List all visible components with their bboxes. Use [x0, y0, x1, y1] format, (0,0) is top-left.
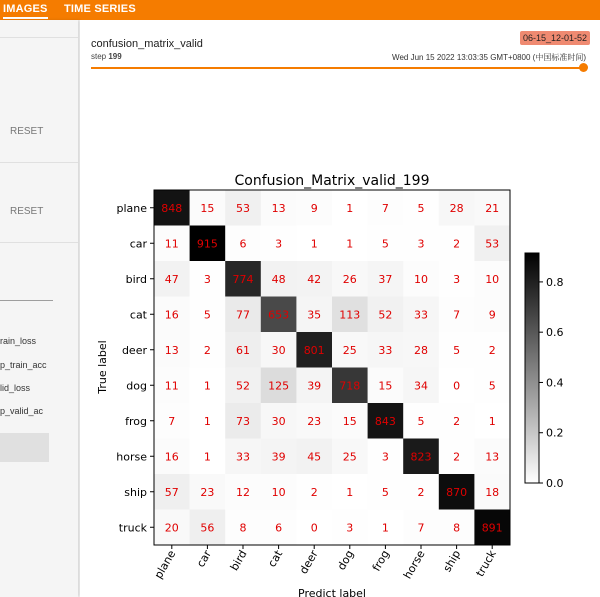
cell-value-label: 10 [271, 485, 286, 499]
cell-value-label: 28 [414, 343, 428, 357]
cell-value-label: 30 [271, 343, 286, 357]
cell-value-label: 5 [488, 379, 496, 393]
x-tick-label: car [194, 548, 214, 570]
cell-value-label: 13 [271, 201, 286, 215]
cell-value-label: 25 [342, 450, 357, 464]
cell-value-label: 7 [381, 201, 389, 215]
x-tick-label: ship [440, 548, 464, 575]
cell-value-label: 823 [410, 450, 432, 464]
cell-value-label: 2 [453, 450, 461, 464]
colorbar-tick-label: 0.4 [546, 376, 564, 390]
chart-title: Confusion_Matrix_valid_199 [234, 173, 430, 189]
cell-value-label: 1 [203, 450, 211, 464]
x-tick-label: frog [369, 548, 392, 574]
cell-value-label: 2 [488, 343, 496, 357]
card-title: confusion_matrix_valid [91, 38, 203, 50]
cell-value-label: 891 [481, 521, 503, 535]
cell-value-label: 33 [378, 343, 393, 357]
tab-images[interactable]: IMAGES [3, 3, 48, 19]
cell-value-label: 25 [342, 343, 357, 357]
cell-value-label: 57 [164, 485, 179, 499]
y-tick-label: ship [124, 485, 147, 499]
cell-value-label: 5 [381, 237, 389, 251]
cell-value-label: 73 [236, 414, 250, 428]
cell-value-label: 1 [488, 414, 496, 428]
y-tick-label: cat [129, 308, 147, 322]
cell-value-label: 0 [310, 521, 318, 535]
x-tick-label: truck [473, 548, 499, 579]
cell-value-label: 7 [168, 414, 176, 428]
cell-value-label: 1 [346, 201, 354, 215]
cell-value-label: 39 [271, 450, 286, 464]
cell-value-label: 125 [268, 379, 290, 393]
colorbar-tick-label: 0.2 [546, 426, 564, 440]
cell-value-label: 8 [239, 521, 247, 535]
cell-value-label: 1 [381, 521, 389, 535]
cell-value-label: 35 [307, 308, 322, 322]
cell-value-label: 11 [164, 237, 179, 251]
timestamp: Wed Jun 15 2022 13:03:35 GMT+0800 (中国标准时间) [392, 53, 586, 62]
cell-value-label: 843 [374, 414, 396, 428]
cell-value-label: 18 [485, 485, 500, 499]
cell-value-label: 26 [342, 272, 357, 286]
y-tick-label: horse [116, 450, 147, 464]
cell-value-label: 3 [203, 272, 211, 286]
cell-value-label: 39 [307, 379, 322, 393]
cell-value-label: 53 [236, 201, 250, 215]
cell-value-label: 113 [339, 308, 361, 322]
cell-value-label: 33 [236, 450, 250, 464]
cell-value-label: 718 [339, 379, 361, 393]
cell-value-label: 2 [417, 485, 425, 499]
cell-value-label: 3 [417, 237, 425, 251]
cell-value-label: 15 [342, 414, 357, 428]
run-item[interactable]: p_train_acc [0, 360, 47, 370]
cell-value-label: 16 [164, 308, 179, 322]
y-tick-label: deer [121, 343, 147, 357]
cell-value-label: 5 [417, 414, 425, 428]
cell-value-label: 5 [381, 485, 389, 499]
cell-value-label: 3 [346, 521, 354, 535]
cell-value-label: 48 [271, 272, 286, 286]
colorbar-tick-label: 0.8 [546, 275, 564, 289]
cell-value-label: 28 [449, 201, 464, 215]
run-badge: 06-15_12-01-52 [520, 31, 590, 45]
colorbar [525, 253, 539, 483]
x-tick-label: bird [227, 548, 250, 573]
cell-value-label: 52 [378, 308, 393, 322]
cell-value-label: 56 [200, 521, 215, 535]
y-tick-label: frog [125, 414, 147, 428]
y-tick-label: plane [116, 201, 147, 215]
cell-value-label: 77 [236, 308, 250, 322]
cell-value-label: 21 [485, 201, 500, 215]
cell-value-label: 2 [310, 485, 318, 499]
y-tick-label: car [129, 237, 147, 251]
cell-value-label: 37 [378, 272, 393, 286]
cell-value-label: 3 [275, 237, 283, 251]
cell-value-label: 1 [203, 414, 211, 428]
cell-value-label: 52 [236, 379, 250, 393]
cell-value-label: 9 [488, 308, 496, 322]
cell-value-label: 6 [239, 237, 247, 251]
cell-value-label: 774 [232, 272, 254, 286]
y-tick-label: dog [126, 379, 147, 393]
x-tick-label: plane [151, 548, 179, 581]
step-value: 199 [108, 52, 122, 61]
cell-value-label: 915 [196, 237, 218, 251]
x-tick-label: dog [334, 548, 357, 573]
cell-value-label: 870 [446, 485, 468, 499]
cell-value-label: 1 [346, 237, 354, 251]
cell-value-label: 23 [200, 485, 215, 499]
cell-value-label: 5 [453, 343, 461, 357]
cell-value-label: 16 [164, 450, 179, 464]
cell-value-label: 1 [310, 237, 318, 251]
cell-value-label: 5 [203, 308, 211, 322]
x-axis-label: Predict label [298, 587, 366, 597]
cell-value-label: 653 [268, 308, 290, 322]
cell-value-label: 61 [236, 343, 250, 357]
x-tick-label: deer [297, 548, 321, 577]
cell-value-label: 2 [453, 414, 461, 428]
run-item[interactable]: lid_loss [0, 383, 31, 393]
cell-value-label: 20 [164, 521, 179, 535]
cell-value-label: 45 [307, 450, 322, 464]
reset-button[interactable]: RESET [10, 126, 44, 137]
cell-value-label: 3 [381, 450, 389, 464]
cell-value-label: 801 [303, 343, 325, 357]
cell-value-label: 9 [310, 201, 318, 215]
cell-value-label: 8 [453, 521, 461, 535]
colorbar-tick-label: 0.6 [546, 326, 564, 340]
cell-value-label: 7 [417, 521, 425, 535]
reset-button[interactable]: RESET [10, 206, 44, 217]
cell-value-label: 6 [275, 521, 283, 535]
cell-value-label: 10 [485, 272, 500, 286]
cell-value-label: 2 [453, 237, 461, 251]
cell-value-label: 30 [271, 414, 286, 428]
cell-value-label: 1 [346, 485, 354, 499]
cell-value-label: 15 [200, 201, 215, 215]
cell-value-label: 3 [453, 272, 461, 286]
tab-time-series[interactable]: TIME SERIES [64, 3, 136, 15]
cell-value-label: 42 [307, 272, 322, 286]
cell-value-label: 7 [453, 308, 461, 322]
step-label: step 199 [91, 52, 122, 61]
run-item[interactable]: p_valid_ac [0, 406, 44, 416]
cell-value-label: 12 [236, 485, 250, 499]
cell-value-label: 15 [378, 379, 393, 393]
cell-value-label: 0 [453, 379, 461, 393]
y-axis-label: True label [96, 340, 109, 394]
y-tick-label: truck [118, 521, 147, 535]
cell-value-label: 13 [485, 450, 500, 464]
cell-value-label: 34 [414, 379, 428, 393]
cell-value-label: 23 [307, 414, 322, 428]
cell-value-label: 13 [164, 343, 179, 357]
cell-value-label: 2 [203, 343, 211, 357]
cell-value-label: 47 [164, 272, 179, 286]
cell-value-label: 10 [414, 272, 428, 286]
x-tick-label: horse [400, 548, 428, 582]
cell-value-label: 848 [161, 201, 183, 215]
cell-value-label: 53 [485, 237, 500, 251]
run-item[interactable]: rain_loss [0, 336, 37, 346]
y-tick-label: bird [125, 272, 147, 286]
cell-value-label: 1 [203, 379, 211, 393]
cell-value-label: 5 [417, 201, 425, 215]
x-tick-label: cat [265, 548, 286, 570]
colorbar-tick-label: 0.0 [546, 477, 564, 490]
cell-value-label: 33 [414, 308, 428, 322]
cell-value-label: 11 [164, 379, 179, 393]
